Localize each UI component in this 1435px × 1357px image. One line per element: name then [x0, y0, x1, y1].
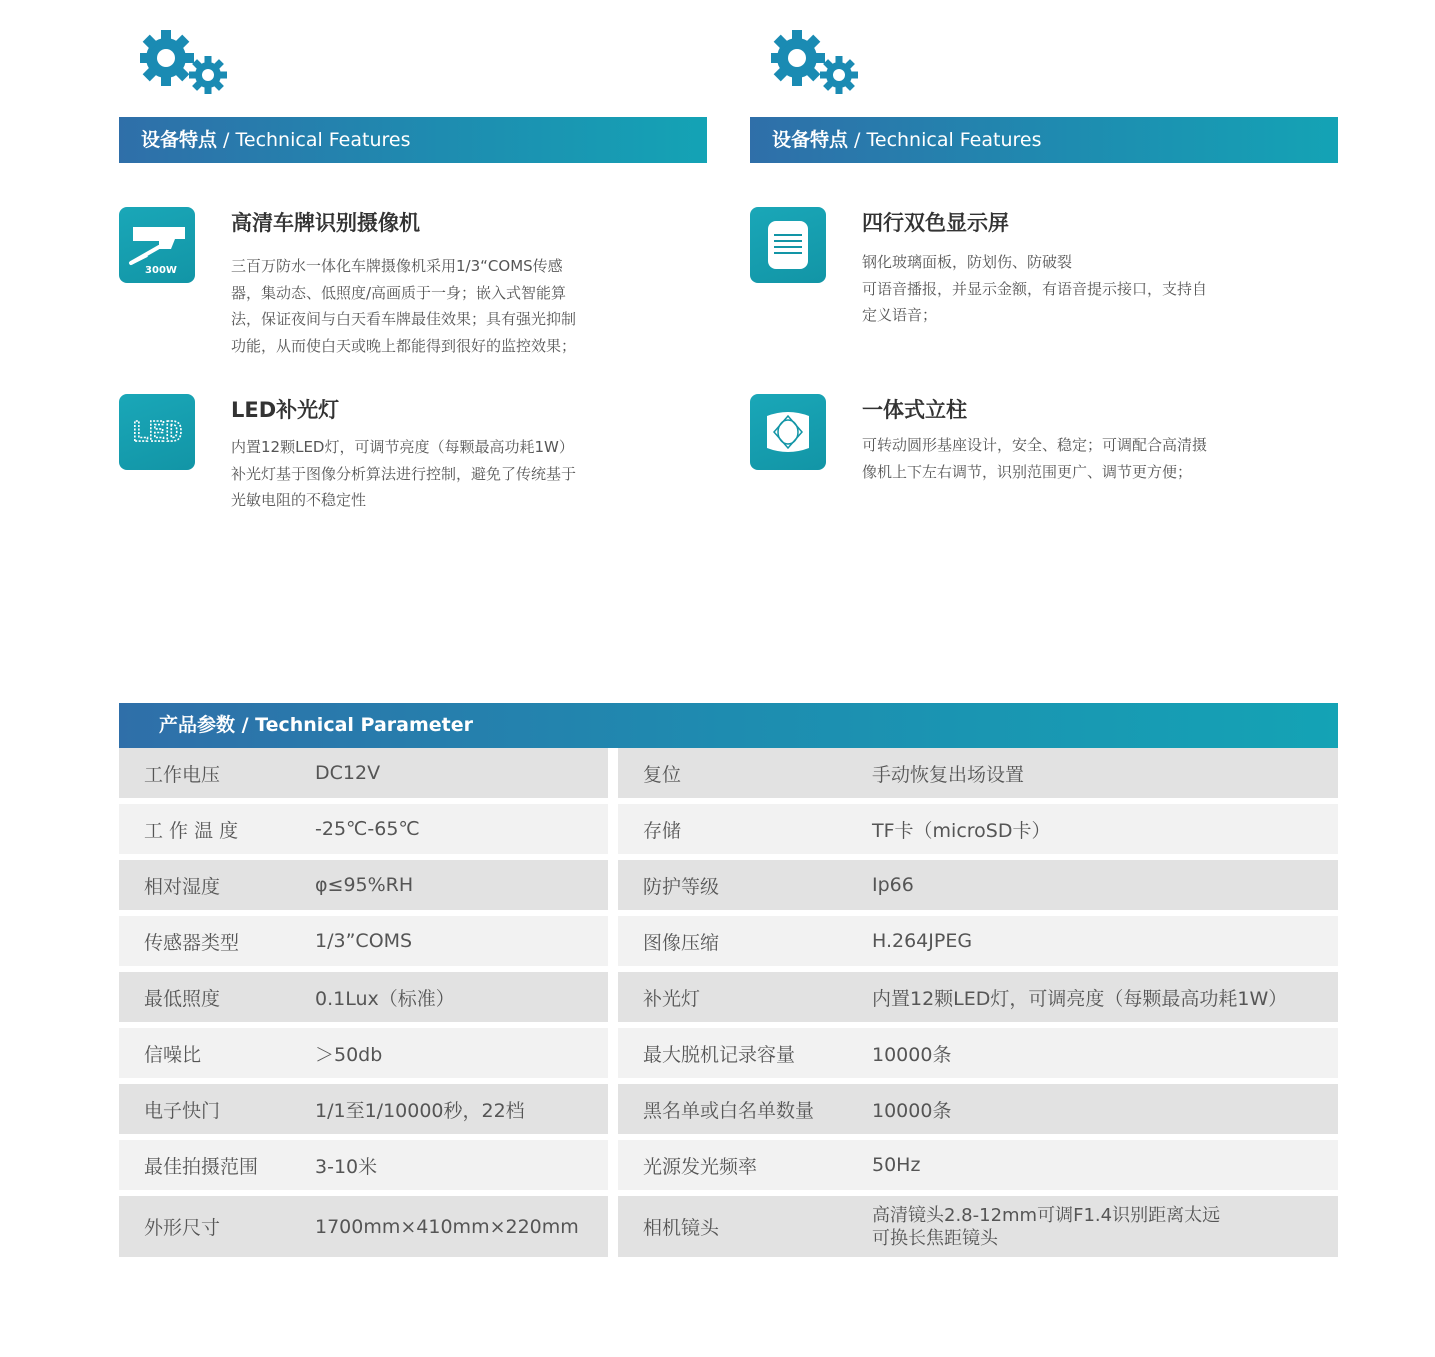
header-cn-text: 设备特点	[141, 129, 218, 151]
param-label: 相对湿度	[144, 875, 221, 898]
table-row	[618, 1028, 1338, 1078]
param-label: 传感器类型	[144, 931, 240, 954]
display-screen-icon	[750, 207, 826, 283]
param-value: Ip66	[872, 874, 914, 896]
param-label: 最低照度	[144, 987, 221, 1010]
feature-title: LED补光灯	[231, 398, 340, 422]
table-row	[119, 972, 608, 1022]
param-value: 1/1至1/10000秒，22档	[315, 1099, 525, 1122]
param-label: 相机镜头	[643, 1217, 720, 1239]
param-label: 信噪比	[144, 1043, 202, 1066]
param-label: 电子快门	[144, 1099, 221, 1122]
param-value: 1700mm×410mm×220mm	[315, 1215, 579, 1238]
param-label: 工 作 温 度	[144, 819, 239, 842]
header-en-text: / Technical Features	[848, 129, 1042, 151]
table-row	[618, 1084, 1338, 1134]
params-header: 产品参数 / Technical Parameter	[119, 703, 1338, 748]
table-row	[618, 1196, 1338, 1257]
table-row	[119, 1084, 608, 1134]
param-value: 10000条	[872, 1099, 952, 1122]
table-row	[618, 972, 1338, 1022]
led-icon	[119, 394, 195, 470]
table-row	[618, 1140, 1338, 1190]
gears-icon	[771, 28, 861, 100]
camera-300w-icon	[119, 207, 195, 283]
param-value: 10000条	[872, 1043, 952, 1066]
table-row	[119, 916, 608, 966]
param-label: 最佳拍摄范围	[144, 1155, 259, 1178]
feature-title: 四行双色显示屏	[862, 211, 1009, 235]
param-value: ＞50db	[315, 1043, 383, 1066]
gears-icon	[140, 28, 230, 100]
param-value: DC12V	[315, 762, 381, 784]
param-label: 最大脱机记录容量	[643, 1043, 796, 1066]
param-label: 黑名单或白名单数量	[643, 1099, 815, 1122]
param-label: 图像压缩	[643, 931, 720, 954]
param-label: 存储	[643, 819, 682, 842]
param-value: 1/3”COMS	[315, 930, 413, 952]
param-value: 高清镜头2.8-12mm可调F1.4识别距离太远 可换长焦距镜头	[872, 1204, 1221, 1249]
svg-text:300W: 300W	[145, 265, 177, 276]
param-label: 复位	[643, 763, 682, 786]
table-row	[618, 860, 1338, 910]
table-row	[119, 1028, 608, 1078]
pillar-icon	[750, 394, 826, 470]
svg-text:LED: LED	[131, 415, 183, 448]
header-cn-text: 设备特点	[772, 129, 849, 151]
feature-description: 钢化玻璃面板，防划伤、防破裂 可语音播报，并显示金额，有语音提示接口，支持自 定义语音；	[862, 253, 1208, 324]
param-label: 工作电压	[144, 763, 221, 786]
param-value: 手动恢复出场设置	[872, 763, 1025, 786]
param-value: -25℃-65℃	[315, 818, 420, 840]
header-en-text: / Technical Features	[217, 129, 411, 151]
param-label: 光源发光频率	[643, 1155, 758, 1178]
table-row	[119, 860, 608, 910]
param-label: 补光灯	[643, 987, 701, 1010]
feature-description: 内置12颗LED灯，可调节亮度（每颗最高功耗1W） 补光灯基于图像分析算法进行控制，避免了传统基于 光敏电阻的不稳定性	[231, 438, 577, 509]
param-value: 0.1Lux（标准）	[315, 987, 455, 1010]
table-row	[119, 804, 608, 854]
table-row	[119, 1196, 608, 1257]
table-row	[618, 804, 1338, 854]
features-header-right	[750, 117, 1338, 163]
param-value: 50Hz	[872, 1154, 921, 1176]
table-row	[119, 1140, 608, 1190]
param-label: 防护等级	[643, 875, 720, 898]
feature-title: 高清车牌识别摄像机	[231, 211, 420, 235]
feature-description: 三百万防水一体化车牌摄像机采用1/3“COMS传感 器，集动态、低照度/高画质于一身；嵌入式智能算 法，保证夜间与白天看车牌最佳效果；具有强光抑制 功能，从而使白天或晚上都能得到很好的监控效果；	[231, 257, 577, 355]
param-value: φ≤95%RH	[315, 874, 414, 896]
feature-title: 一体式立柱	[862, 398, 967, 422]
table-row	[119, 748, 608, 798]
feature-description: 可转动圆形基座设计，安全、稳定；可调配合高清摄 像机上下左右调节，识别范围更广、调节更方便；	[862, 436, 1208, 481]
param-value: TF卡（microSD卡）	[872, 819, 1051, 842]
param-label: 外形尺寸	[144, 1217, 221, 1239]
param-value: 内置12颗LED灯，可调亮度（每颗最高功耗1W）	[872, 987, 1288, 1010]
param-value: H.264JPEG	[872, 930, 973, 952]
param-value: 3-10米	[315, 1155, 378, 1178]
table-row	[618, 916, 1338, 966]
features-header-left	[119, 117, 707, 163]
table-row	[618, 748, 1338, 798]
